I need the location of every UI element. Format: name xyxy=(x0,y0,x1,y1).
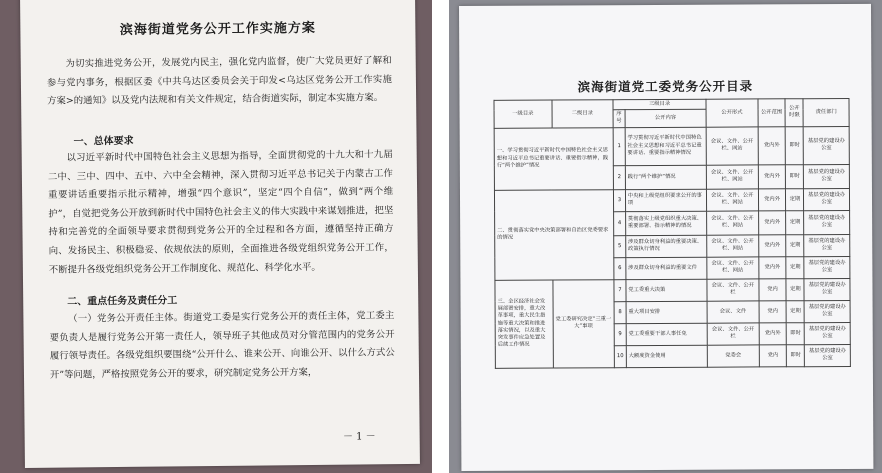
row-timing: 定期 xyxy=(786,300,804,322)
row-form: 会议、文件、公开栏、网站 xyxy=(707,257,759,279)
row-timing: 即时 xyxy=(787,322,805,344)
row-seq: 3 xyxy=(613,189,625,211)
row-form: 会议、文件、公开栏、网站 xyxy=(707,211,759,235)
catalog-title: 滨海街道党工委党务公开目录 xyxy=(577,78,754,95)
right-document-photo xyxy=(449,0,882,473)
row-timing: 即时 xyxy=(786,164,804,188)
intro-paragraph: 为切实推进党务公开，发展党内民主，强化党内监督，使广大党员更好了解和参与党内事务，根据区委《中共乌达区委员会关于印发<乌达区党务公开工作实施方案>的通知》以及党内法规和有关文件规定，结合街道实际，制定本实施方案。 xyxy=(46,55,392,107)
row-content: 涉及群众切身利益的重要决策、政策执行情况 xyxy=(625,235,706,257)
row-timing: 即时 xyxy=(786,126,804,164)
header-level2: 二级目录 xyxy=(552,100,614,128)
header-content: 公开内容 xyxy=(625,109,706,127)
row-content: 中央和上级党组织要求公开的事项 xyxy=(625,189,706,211)
left-document-photo xyxy=(0,0,432,473)
section2-body: （一）党务公开责任主体。街道党工委是实行党务公开的责任主体，党工委主要负责人是履行党务公开第一责任人，领导班子其他成员对分管范围内的党务公开履行领导责任。各级党组织要围绕“公开什么、谁来公开、向谁公开、以什么方式公开”等问题，严格按照党务公开的要求，研究制定党务公开方案， xyxy=(49,310,395,381)
row-seq: 1 xyxy=(613,127,625,165)
row-seq: 2 xyxy=(613,165,625,189)
page-number: － 1 － xyxy=(342,431,376,443)
row-scope: 党内外 xyxy=(758,234,786,256)
disclosure-catalog-table xyxy=(493,98,850,368)
row-content: 党工委重要干部人事任免 xyxy=(626,323,707,345)
row-scope: 党内 xyxy=(759,300,787,322)
group-level2-cell: 党工委研究决定“三重一大”事项 xyxy=(552,279,614,367)
row-scope: 党内外 xyxy=(758,210,786,234)
row-scope: 党内外 xyxy=(758,164,786,188)
row-content: 学习贯彻习近平新时代中国特色社会主义思想和习近平总书记重要讲话、重要指示精神情况 xyxy=(625,127,706,165)
row-scope: 党内外 xyxy=(759,322,787,344)
header-seq: 序号 xyxy=(613,110,625,127)
document-title: 滨海街道党务公开工作实施方案 xyxy=(119,20,316,38)
row-dept: 基层党的建设办公室 xyxy=(804,164,850,188)
row-seq: 10 xyxy=(614,345,626,367)
row-form: 会议、文件、公开栏、网站 xyxy=(707,189,759,211)
header-form: 公开形式 xyxy=(706,99,758,127)
header-level3: 三级目录 xyxy=(613,99,706,110)
group-level1-cell: 一、学习贯彻习近平新时代中国特色社会主义思想和习近平总书记重要讲话、重要指示精神，践行“两个维护”情况 xyxy=(494,127,613,190)
row-form: 会议、文件、公开栏、网站 xyxy=(706,165,758,189)
row-dept: 基层党的建设办公室 xyxy=(804,256,850,278)
header-scope: 公开范围 xyxy=(758,99,786,127)
row-dept: 基层党的建设办公室 xyxy=(804,210,850,234)
photo-divider xyxy=(432,0,449,473)
implementation-plan-page xyxy=(20,0,420,468)
section1-body: 以习近平新时代中国特色社会主义思想为指导，全面贯彻党的十九大和十九届二中、三中、四中、五中、六中全会精神，深入贯彻习近平总书记关于内蒙古工作重要讲话重要指示批示精神，增强“四个意识”，坚定“四个自信”，做到“两个维护”，自觉把党务公开放到新时代中国特色社会主义的伟大实践中来谋划推进，把坚持和完善党的全面领导要求贯彻到党务公开的全过程和各方面，遵循坚持正确方向、发扬民主、积极稳妥、依规依法的原则，全面推进各级党组织党务公开工作，不断提升各级党组织党务公开工作制度化、规范化、科学化水平。 xyxy=(47,149,394,276)
row-timing: 定期 xyxy=(786,256,804,278)
row-scope: 党内 xyxy=(759,344,787,366)
row-scope: 党内外 xyxy=(758,256,786,278)
group-level1-cell: 二、贯彻落实党中央决策部署和自治区党委要求的情况 xyxy=(494,189,613,280)
row-dept: 基层党的建设办公室 xyxy=(804,278,850,300)
header-level1: 一级目录 xyxy=(494,100,552,128)
row-content: 涉及群众切身利益的重要文件 xyxy=(626,257,707,279)
header-dept: 责任部门 xyxy=(803,98,849,126)
row-seq: 5 xyxy=(614,235,626,257)
row-scope: 党内 xyxy=(759,278,787,300)
row-timing: 定期 xyxy=(786,278,804,300)
row-content: 重大项目安排 xyxy=(626,301,707,323)
section1-heading: 一、总体要求 xyxy=(73,135,134,148)
row-form: 会议、文件 xyxy=(707,301,759,323)
row-timing: 定期 xyxy=(786,188,804,210)
row-seq: 7 xyxy=(614,279,626,301)
row-content: 贯彻落实上级党组织重大决策、重要部署、指示精神的情况 xyxy=(625,211,706,235)
row-form: 会议、文件、公开栏、网站 xyxy=(707,235,759,257)
row-seq: 9 xyxy=(614,323,626,345)
row-scope: 党内外 xyxy=(758,188,786,210)
row-content: 践行“两个维护”情况 xyxy=(625,165,706,189)
row-seq: 6 xyxy=(614,257,626,279)
row-scope: 党内外 xyxy=(758,126,786,164)
row-dept: 基层党的建设办公室 xyxy=(804,234,850,256)
row-form: 党委会 xyxy=(707,345,759,367)
row-content: 大额度资金使用 xyxy=(626,345,707,367)
group-level1-cell: 三、全区经济社会发展部署安排，重大改革事项，重大民生措施等重大决策和推进落实情况，以及重大突发事件应急处置及后续工作情况 xyxy=(495,280,553,368)
row-seq: 4 xyxy=(614,211,626,235)
row-form: 会议、文件、公开栏 xyxy=(707,323,759,345)
row-content: 党工委重大决策 xyxy=(626,279,707,301)
row-timing: 定期 xyxy=(786,234,804,256)
row-dept: 基层党的建设办公室 xyxy=(803,126,849,164)
row-dept: 基层党的建设办公室 xyxy=(805,344,851,366)
section2-heading: 二、重点任务及责任分工 xyxy=(67,295,178,308)
row-timing: 即时 xyxy=(787,344,805,366)
row-form: 会议、文件、公开栏 xyxy=(707,279,759,301)
row-timing: 定期 xyxy=(786,210,804,234)
catalog-page xyxy=(459,4,873,471)
header-timing: 公开时限 xyxy=(785,99,803,127)
row-dept: 基层党的建设办公室 xyxy=(804,300,850,322)
row-seq: 8 xyxy=(614,301,626,323)
row-form: 会议、文件、公开栏、网站 xyxy=(706,127,758,165)
row-dept: 基层党的建设办公室 xyxy=(804,188,850,210)
row-dept: 基层党的建设办公室 xyxy=(805,322,851,344)
